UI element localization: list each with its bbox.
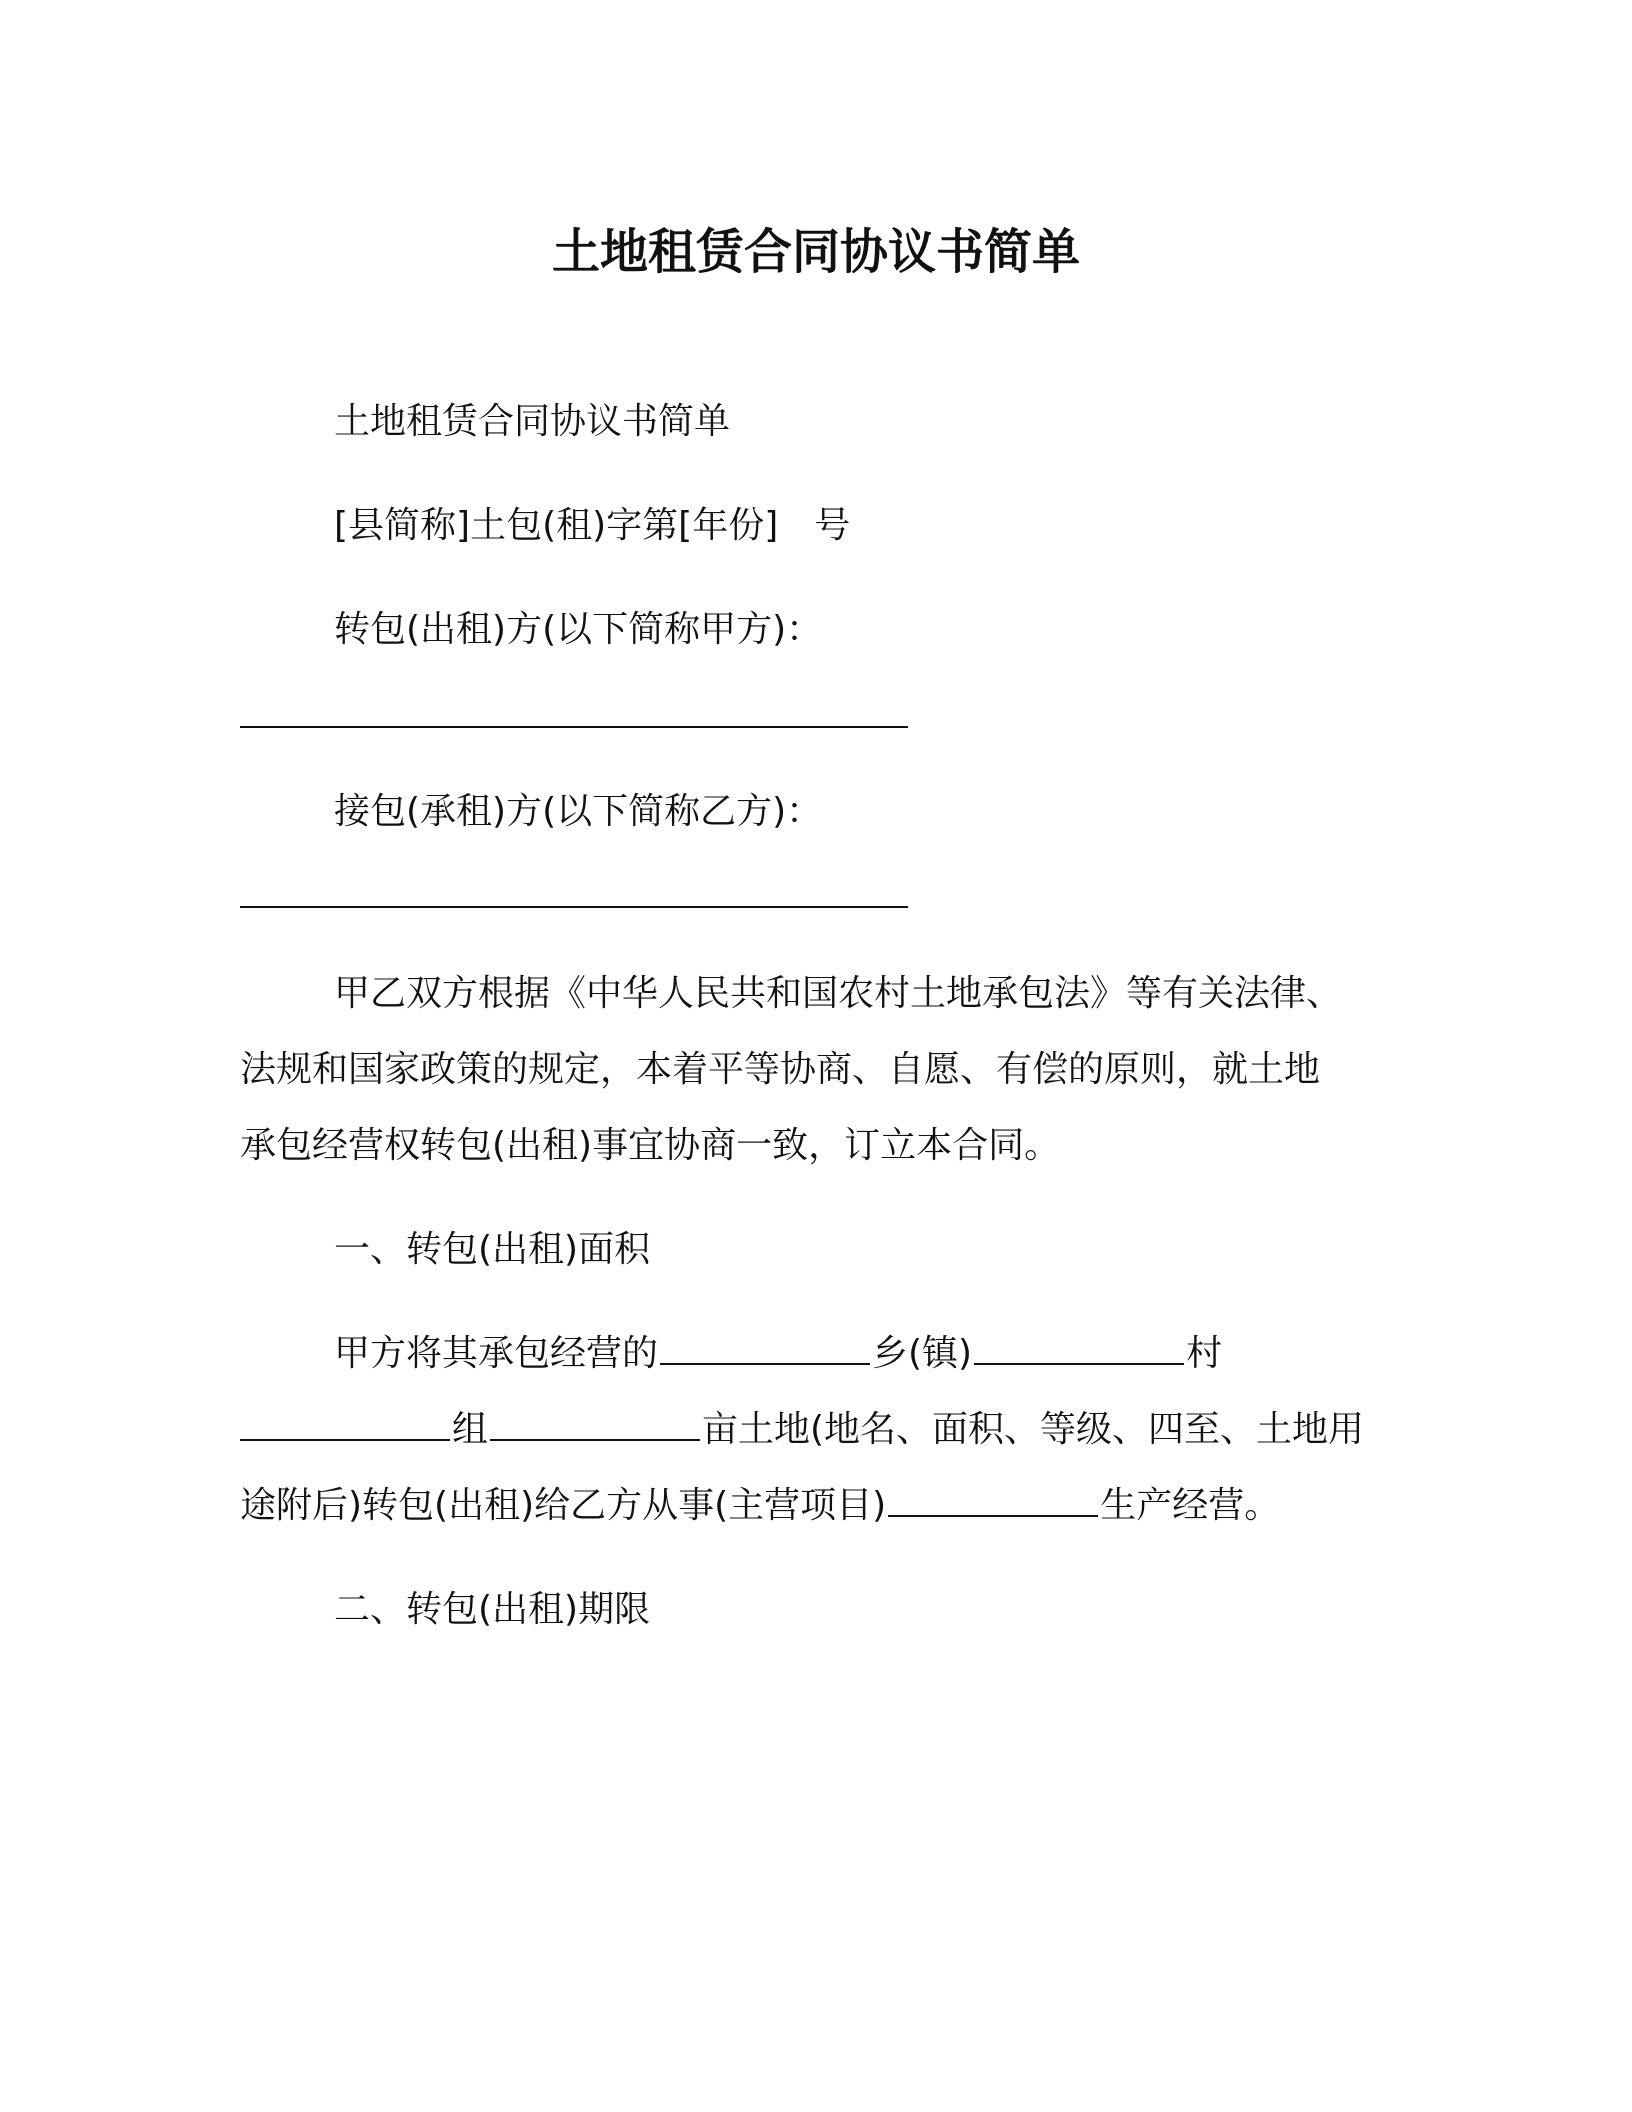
section-1-line-2-text-a: 组 xyxy=(452,1409,489,1450)
section-1-line-1-text-a: 甲方将其承包经营的 xyxy=(334,1333,659,1374)
section-1-line-1 xyxy=(334,1330,1222,1378)
section-1-line-2 xyxy=(240,1406,1364,1454)
village-blank xyxy=(974,1333,1184,1365)
party-a-label: 转包(出租)方(以下简称甲方)： xyxy=(334,609,823,650)
group-blank xyxy=(240,1409,450,1441)
section-1-line-3-text-b: 生产经营。 xyxy=(1100,1485,1281,1526)
section-2-heading: 二、转包(出租)期限 xyxy=(334,1589,651,1630)
section-1-line-3-text-a: 途附后)转包(出租)给乙方从事(主营项目) xyxy=(240,1485,887,1526)
intro-paragraph-line-1: 甲乙双方根据《中华人民共和国农村土地承包法》等有关法律、 xyxy=(334,973,1343,1014)
section-1-line-3 xyxy=(240,1482,1280,1530)
contract-number: [县简称]土包(租)字第[年份] 号 xyxy=(334,505,851,546)
acreage-blank xyxy=(490,1409,700,1441)
section-1-line-1-text-b: 乡(镇) xyxy=(872,1333,973,1374)
party-b-label: 接包(承租)方(以下简称乙方)： xyxy=(334,791,823,832)
main-project-blank xyxy=(888,1485,1098,1517)
party-a-blank-line xyxy=(240,726,908,728)
document-subtitle: 土地租赁合同协议书简单 xyxy=(334,401,731,442)
intro-paragraph-line-2: 法规和国家政策的规定，本着平等协商、自愿、有偿的原则，就土地 xyxy=(240,1049,1321,1090)
section-1-line-2-text-b: 亩土地(地名、面积、等级、四至、土地用 xyxy=(702,1409,1365,1450)
document-title: 土地租赁合同协议书简单 xyxy=(551,224,1080,280)
section-1-heading: 一、转包(出租)面积 xyxy=(334,1229,651,1270)
party-b-blank-line xyxy=(240,906,908,908)
section-1-line-1-text-c: 村 xyxy=(1186,1333,1223,1374)
township-blank xyxy=(660,1333,870,1365)
intro-paragraph-line-3: 承包经营权转包(出租)事宜协商一致，订立本合同。 xyxy=(240,1125,1061,1166)
